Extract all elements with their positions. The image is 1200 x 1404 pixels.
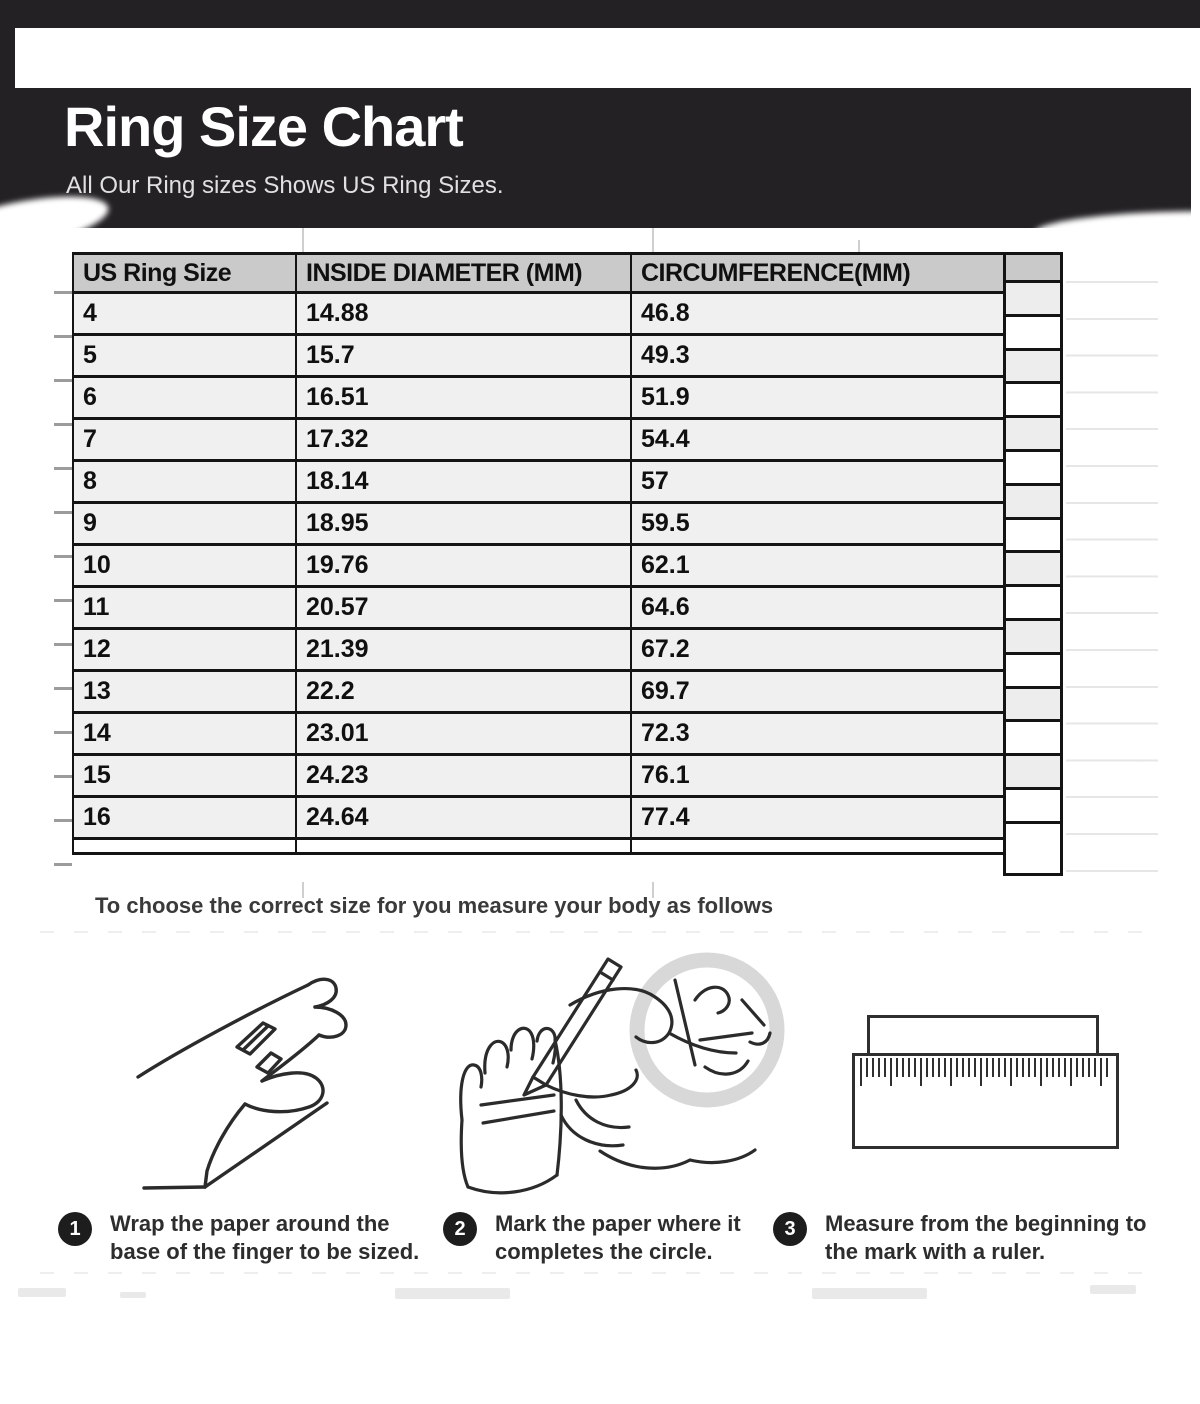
table-cell: 69.7 — [631, 671, 1004, 713]
artifact-smudge — [812, 1288, 927, 1299]
ring-size-table — [72, 252, 1005, 855]
artifact-smudge — [18, 1288, 66, 1297]
table-row — [73, 545, 1004, 587]
banner-swoosh-right — [1035, 208, 1200, 249]
table-cell: 24.64 — [296, 797, 631, 839]
ruler-icon — [852, 1053, 1119, 1149]
step-1-text: Wrap the paper around the base of the finger to be sized. — [110, 1211, 420, 1264]
page-subtitle: All Our Ring sizes Shows US Ring Sizes. — [66, 172, 504, 199]
gridline-artifact — [858, 240, 860, 252]
table-row — [73, 671, 1004, 713]
ruler-major-ticks — [860, 1058, 1111, 1086]
faint-artifact-line — [40, 931, 1160, 933]
step-2 — [443, 1210, 773, 1265]
table-cell: 4 — [73, 293, 296, 335]
gridline-artifact — [302, 228, 304, 252]
table-cell: 49.3 — [631, 335, 1004, 377]
step-3-badge: 3 — [773, 1212, 807, 1246]
table-cell: 14 — [73, 713, 296, 755]
table-cell: 6 — [73, 377, 296, 419]
table-cell: 24.23 — [296, 755, 631, 797]
table-cell: 15.7 — [296, 335, 631, 377]
table-cell: 8 — [73, 461, 296, 503]
table-cell: 13 — [73, 671, 296, 713]
table-cell: 5 — [73, 335, 296, 377]
artifact-smudge — [1090, 1285, 1136, 1294]
table-cell: 17.32 — [296, 419, 631, 461]
instruction-text: To choose the correct size for you measure your body as follows — [95, 893, 774, 918]
step-3-text: Measure from the beginning to the mark with a ruler. — [825, 1211, 1147, 1264]
table-cell: 76.1 — [631, 755, 1004, 797]
column-header-circumference: CIRCUMFERENCE(MM) — [631, 254, 1004, 293]
column-header-us-ring-size: US Ring Size — [73, 254, 296, 293]
table-row — [73, 503, 1004, 545]
step-2-text: Mark the paper where it completes the circle. — [495, 1211, 741, 1264]
table-cell: 23.01 — [296, 713, 631, 755]
table-row — [73, 419, 1004, 461]
table-cell: 46.8 — [631, 293, 1004, 335]
magnifier-ring — [637, 960, 777, 1100]
table-row — [73, 335, 1004, 377]
empty-table-row — [73, 839, 1004, 854]
gridline-artifact — [652, 228, 654, 252]
ring-size-table-body — [73, 293, 1004, 839]
faint-artifact-line — [40, 1272, 1160, 1274]
table-cell: 12 — [73, 629, 296, 671]
table-cell: 9 — [73, 503, 296, 545]
table-row — [73, 461, 1004, 503]
table-cell: 16 — [73, 797, 296, 839]
table-row — [73, 755, 1004, 797]
table-row — [73, 713, 1004, 755]
table-cell: 51.9 — [631, 377, 1004, 419]
table-cell: 15 — [73, 755, 296, 797]
ruler-illustration — [845, 1005, 1130, 1150]
step-1-badge: 1 — [58, 1212, 92, 1246]
step-3 — [773, 1210, 1168, 1265]
banner — [0, 88, 1191, 228]
table-cell: 54.4 — [631, 419, 1004, 461]
adjacent-spreadsheet-column — [1003, 252, 1063, 876]
step-2-badge: 2 — [443, 1212, 477, 1246]
row-gridline-ticks — [54, 291, 72, 876]
hand-illustration — [105, 955, 365, 1195]
marking-illustration — [450, 945, 790, 1195]
top-white-strip — [15, 28, 1200, 88]
step-1 — [58, 1210, 426, 1265]
table-cell: 77.4 — [631, 797, 1004, 839]
artifact-smudge — [395, 1288, 510, 1299]
table-cell: 19.76 — [296, 545, 631, 587]
page-title: Ring Size Chart — [64, 95, 463, 158]
table-cell: 16.51 — [296, 377, 631, 419]
table-cell: 62.1 — [631, 545, 1004, 587]
table-cell: 18.14 — [296, 461, 631, 503]
table-cell: 20.57 — [296, 587, 631, 629]
table-cell: 67.2 — [631, 629, 1004, 671]
hand-line-art-icon — [105, 955, 365, 1195]
table-cell: 57 — [631, 461, 1004, 503]
table-row — [73, 587, 1004, 629]
table-cell: 59.5 — [631, 503, 1004, 545]
table-cell: 14.88 — [296, 293, 631, 335]
table-header-row — [73, 254, 1004, 293]
faint-row-lines — [1066, 281, 1158, 873]
table-cell: 10 — [73, 545, 296, 587]
table-cell: 64.6 — [631, 587, 1004, 629]
table-row — [73, 629, 1004, 671]
table-cell: 22.2 — [296, 671, 631, 713]
table-cell: 7 — [73, 419, 296, 461]
table-cell: 72.3 — [631, 713, 1004, 755]
pencil-marking-line-art-icon — [450, 945, 790, 1195]
table-row — [73, 293, 1004, 335]
table-row — [73, 377, 1004, 419]
table-cell: 11 — [73, 587, 296, 629]
column-header-inside-diameter: INSIDE DIAMETER (MM) — [296, 254, 631, 293]
table-cell: 21.39 — [296, 629, 631, 671]
table-row — [73, 797, 1004, 839]
artifact-smudge — [120, 1292, 146, 1298]
table-cell: 18.95 — [296, 503, 631, 545]
